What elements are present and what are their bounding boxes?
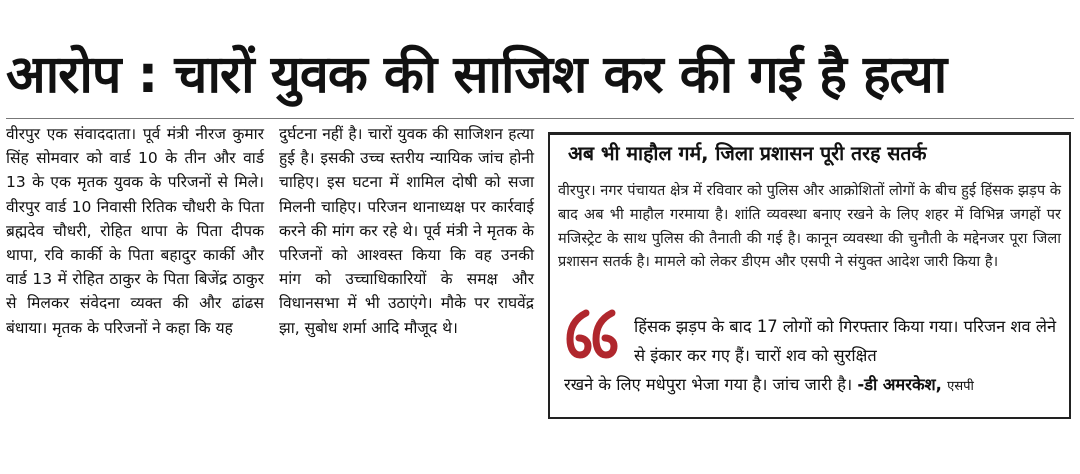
quote-attribution-role: एसपी	[947, 379, 974, 394]
quote-continuation	[564, 371, 1060, 402]
story-column-2: दुर्घटना नहीं है। चारों युवक की साजिशन हत्या हुई है। इसकी उच्च स्तरीय न्यायिक जांच होनी चाहिए। इस घटना में शामिल दोषी को सजा मिलनी चाहिए। परिजन थानाध्यक्ष पर कार्रवाई करने की मांग कर रहे थे। पूर्व मंत्री ने मृतक के परिजनों को आश्वस्त किया कि वह उनकी मांग को उच्चाधिकारियों के समक्ष और विधानसभा में भी उठाएंगे। मौके पर राघवेंद्र झा, सुबोध शर्मा आदि मौजूद थे।	[279, 125, 534, 337]
quote-attribution: -डी अमरकेश,	[857, 375, 942, 394]
quote-text: हिंसक झड़प के बाद 17 लोगों को गिरफ्तार किया गया। परिजन शव लेने से इंकार कर गए हैं। चारों शव को सुरक्षित	[634, 317, 1057, 365]
headline: आरोप : चारों युवक की साजिश कर की गई है हत्या	[6, 45, 947, 105]
sidebar-heading: अब भी माहौल गर्म, जिला प्रशासन पूरी तरह सतर्क	[568, 142, 927, 165]
sidebar-box	[548, 132, 1071, 419]
story-column-1: वीरपुर एक संवाददाता। पूर्व मंत्री नीरज कुमार सिंह सोमवार को वार्ड 10 के तीन और वार्ड 13 के एक मृतक युवक के परिजनों से मिले। वीरपुर वार्ड 10 निवासी रितिक चौधरी के पिता ब्रह्मदेव चौधरी, रोहित थापा के पिता दीपक थापा, रवि कार्की के पिता बहादुर कार्की और वार्ड 13 में रोहित ठाकुर के पिता बिजेंद्र ठाकुर से मिलकर संवेदना व्यक्त की और ढांढस बंधाया। मृतक के परिजनों ने कहा कि यह	[6, 125, 264, 337]
quote-text-end: रखने के लिए मधेपुरा भेजा गया है। जांच जारी है।	[564, 375, 853, 394]
sidebar-body: वीरपुर। नगर पंचायत क्षेत्र में रविवार को पुलिस और आक्रोशितों लोगों के बीच हुई हिंसक झड़प के बाद अब भी माहौल गरमाया है। शांति व्यवस्था बनाए रखने के लिए शहर में विभिन्न जगहों पर मजिस्ट्रेट के साथ पुलिस की तैनाती की गई है। कानून व्यवस्था की चुनौती के मद्देनजर पूरा जिला प्रशासन सतर्क है। मामले को लेकर डीएम और एसपी ने संयुक्त आदेश जारी किया है।	[558, 182, 1061, 271]
quote-mark-icon	[566, 305, 618, 363]
headline-rule	[6, 118, 1074, 119]
